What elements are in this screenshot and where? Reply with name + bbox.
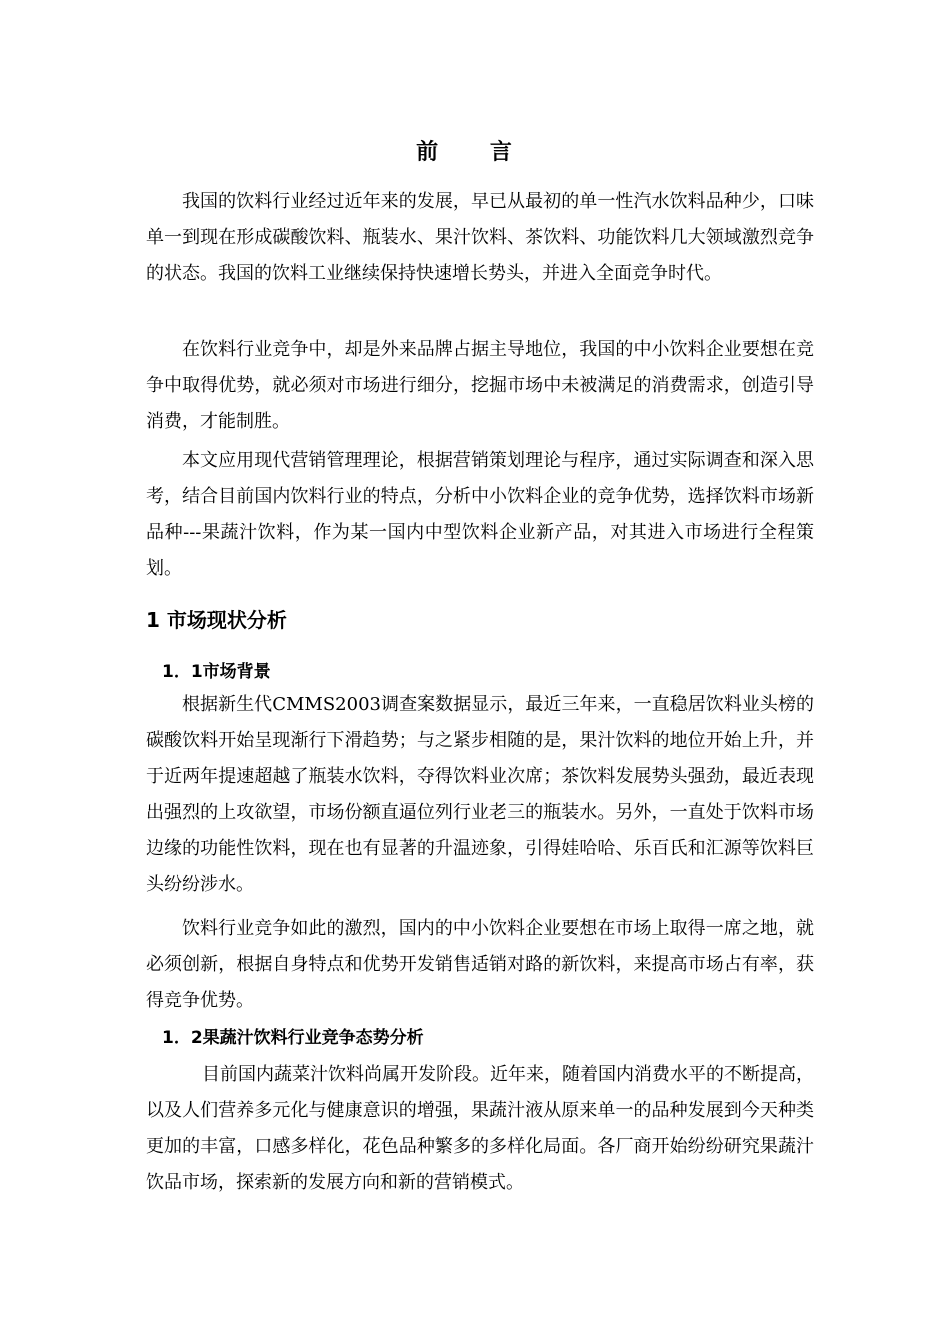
competition-analysis-paragraph-1: 目前国内蔬菜汁饮料尚属开发阶段。近年来，随着国内消费水平的不断提高，以及人们营养多元化与健康意识的增强，果蔬汁液从原来单一的品种发展到今天种类更加的丰富，口感多样化，花色品种繁多的多样化局面。各厂商开始纷纷研究果蔬汁饮品市场，探索新的发展方向和新的营销模式。 [146,1064,814,1193]
subsection-heading-market-background: 1．1市场背景 [162,662,271,682]
page-title: 前 言 [416,139,534,165]
market-background-paragraph-2: 饮料行业竞争如此的激烈，国内的中小饮料企业要想在市场上取得一席之地，就必须创新，根据自身特点和优势开发销售适销对路的新饮料，来提高市场占有率，获得竞争优势。 [146,918,814,1011]
preface-paragraph-1: 我国的饮料行业经过近年来的发展，早已从最初的单一性汽水饮料品种少，口味单一到现在形成碳酸饮料、瓶装水、果汁饮料、茶饮料、功能饮料几大领域激烈竞争的状态。我国的饮料工业继续保持快速增长势头，并进入全面竞争时代。 [146,191,814,284]
subsection-heading-competition-analysis: 1．2果蔬汁饮料行业竞争态势分析 [162,1028,424,1048]
preface-paragraph-2: 在饮料行业竞争中，却是外来品牌占据主导地位，我国的中小饮料企业要想在竞争中取得优势，就必须对市场进行细分，挖掘市场中未被满足的消费需求，创造引导消费，才能制胜。 [146,339,814,432]
preface-paragraph-3: 本文应用现代营销管理理论，根据营销策划理论与程序，通过实际调查和深入思考，结合目前国内饮料行业的特点，分析中小饮料企业的竞争优势，选择饮料市场新品种---果蔬汁饮料，作为某一国内中型饮料企业新产品，对其进入市场进行全程策划。 [146,450,814,579]
market-background-paragraph-1: 根据新生代CMMS2003调查案数据显示，最近三年来，一直稳居饮料业头榜的碳酸饮料开始呈现渐行下滑趋势；与之紧步相随的是，果汁饮料的地位开始上升，并于近两年提速超越了瓶装水饮料，夺得饮料业次席；茶饮料发展势头强劲，最近表现出强烈的上攻欲望，市场份额直逼位列行业老三的瓶装水。另外，一直处于饮料市场边缘的功能性饮料，现在也有显著的升温迹象，引得娃哈哈、乐百氏和汇源等饮料巨头纷纷涉水。 [146,694,814,895]
section-heading-market-analysis: 1 市场现状分析 [146,608,287,632]
